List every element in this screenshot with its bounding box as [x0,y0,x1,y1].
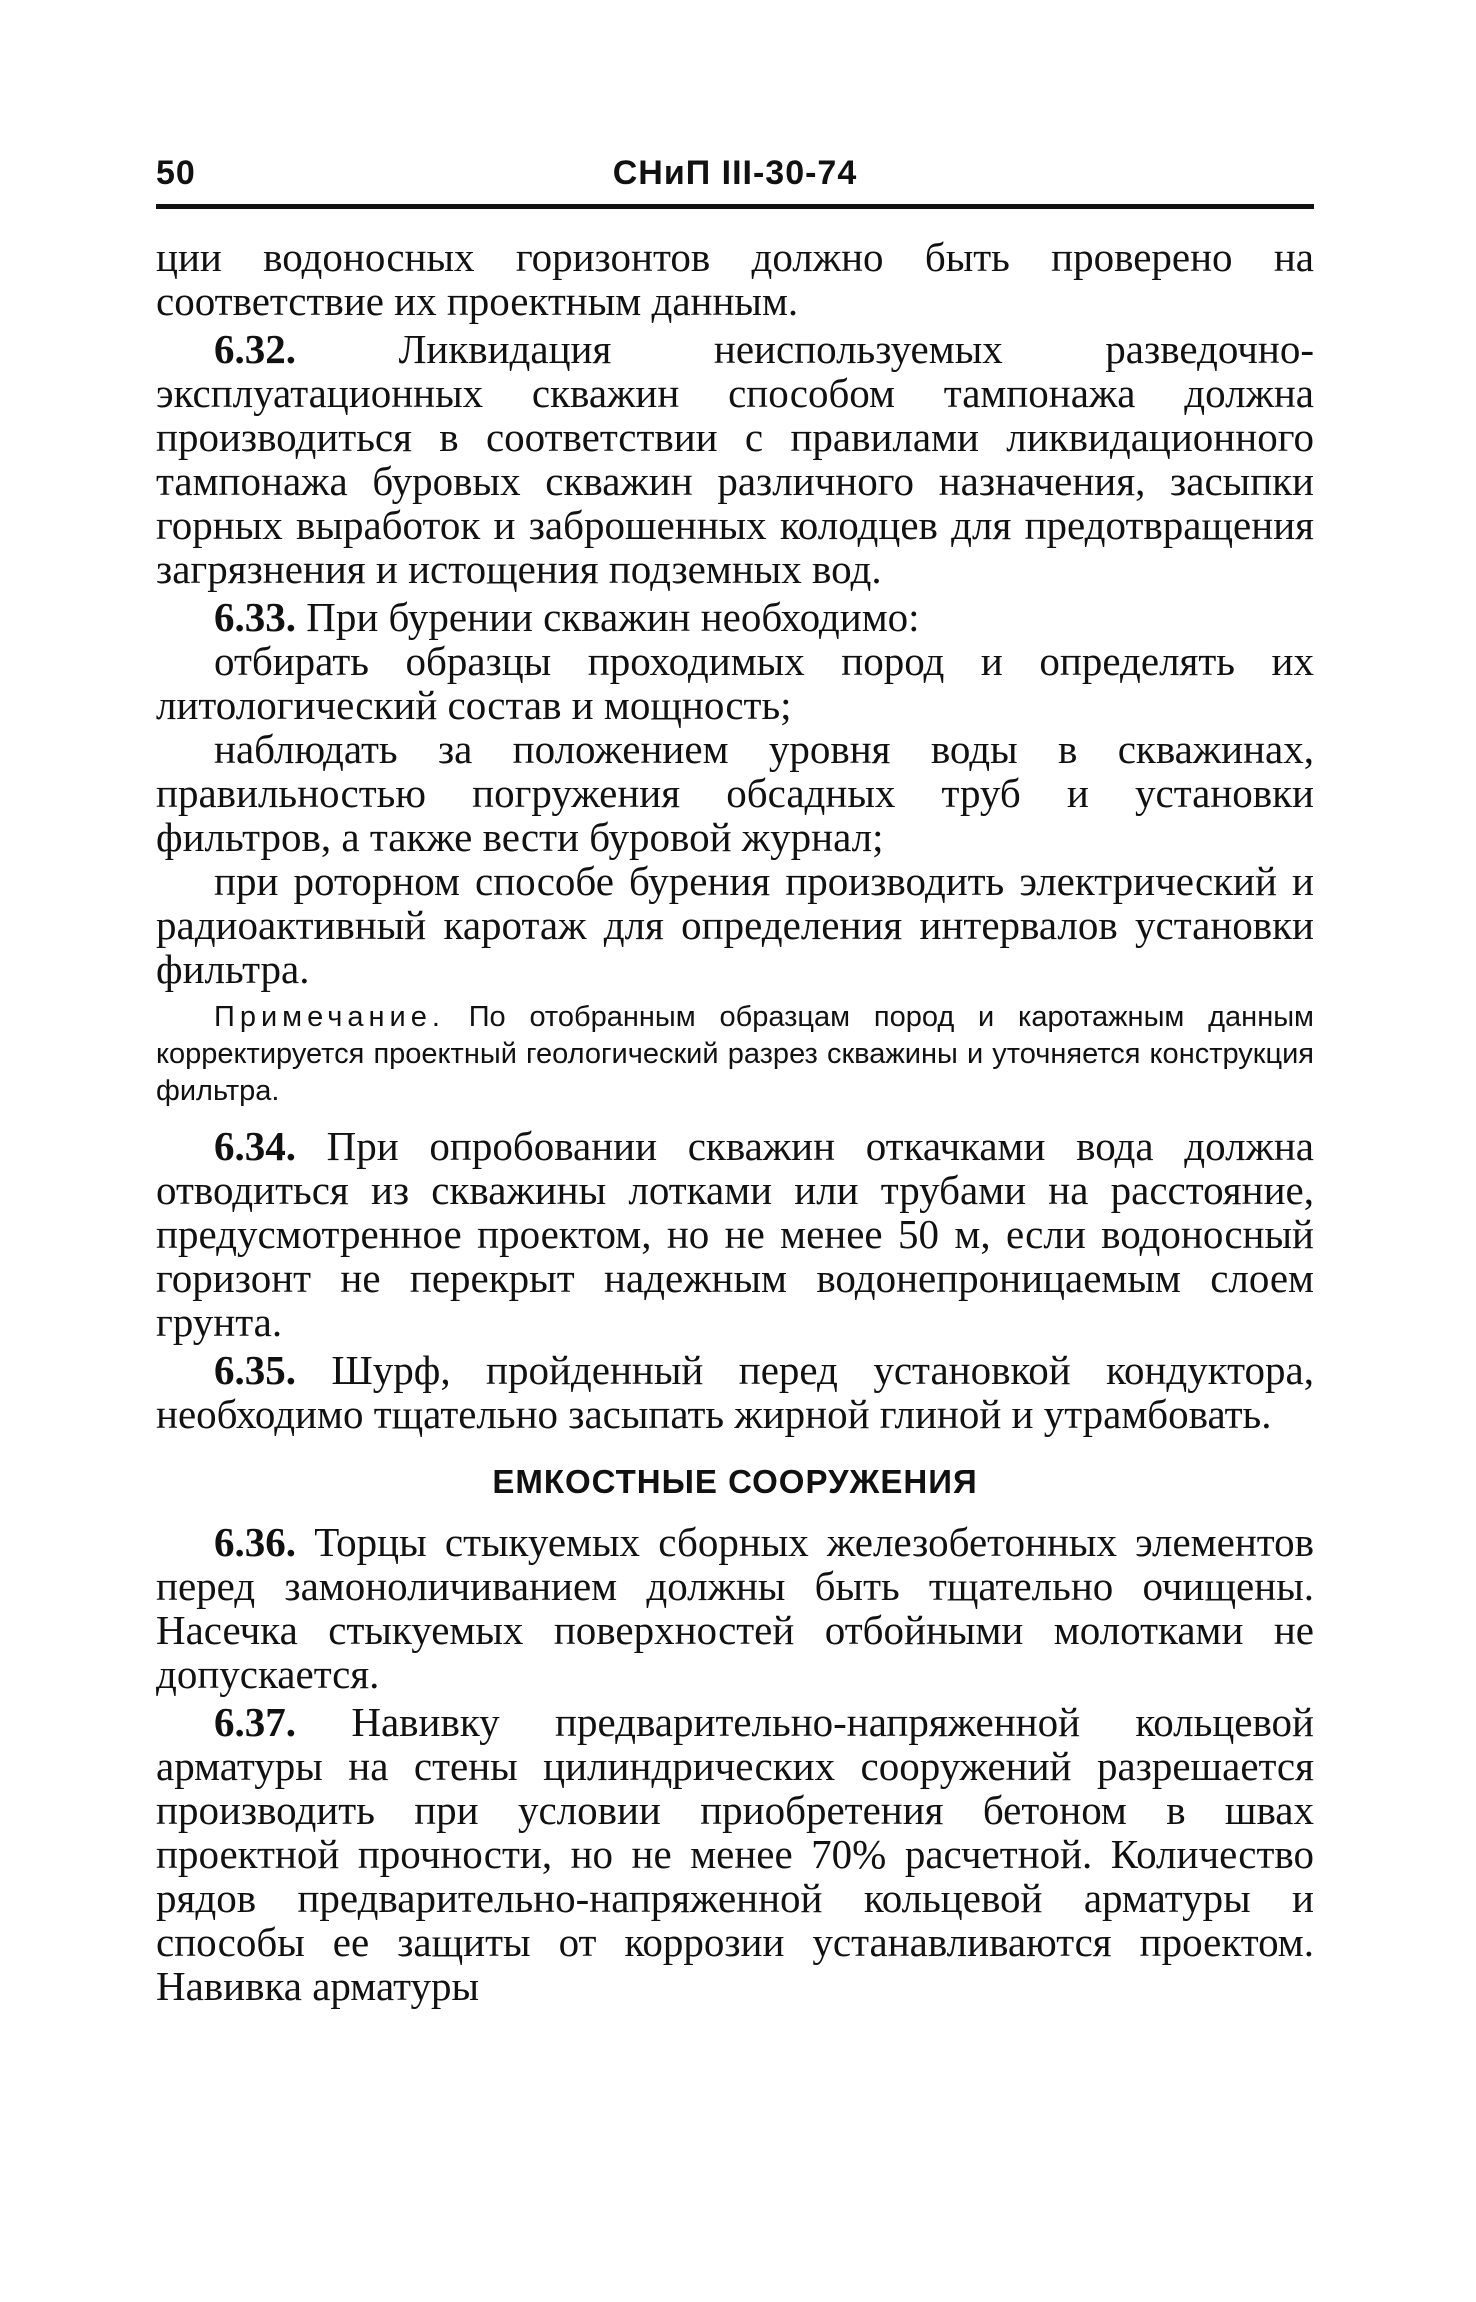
document-page [156,150,1314,2008]
paragraph-6-36 [156,1520,1314,1696]
note-text: По отобранным образцам пород и каротажным данным корректируется проектный геологический разрез скважины и уточняется конструкция фильтра. [156,1001,1314,1107]
paragraph-6-37 [156,1700,1314,2008]
page-number: 50 [156,154,196,192]
clause-number-6-35: 6.35. [214,1347,296,1393]
note-label: Примечание. [214,1001,445,1033]
page-header [156,150,1314,209]
list-item-observation: наблюдать за положением уровня воды в скважинах, правильностью погружения обсадных труб и установки фильтров, а также вести буровой журнал; [156,726,1314,860]
paragraph-text-6-35: Шурф, пройденный перед установкой кондуктора, необходимо тщательно засыпать жирной глиной и утрамбовать. [156,1347,1314,1437]
clause-number-6-33: 6.33. [214,594,296,640]
running-head: СНиП III-30-74 [612,154,858,192]
paragraph-6-34 [156,1124,1314,1344]
paragraph-text-6-32: Ликвидация неиспользуемых разведочно-эксплуатационных скважин способом тампонажа должна производиться в соответствии с правилами ликвидационного тампонажа буровых скважин различного назначения, засыпки горных выработок и заброшенных колодцев для предотвращения загрязнения и истощения подземных вод. [156,326,1314,592]
page-body [156,235,1314,2008]
paragraph-text-6-37: Навивку предварительно-напряженной кольцевой арматуры на стены цилиндрических сооружений разрешается производить при условии приобретения бетоном в швах проектной прочности, но не менее 70% расчетной. Количество рядов предварительно-напряженной кольцевой арматуры и способы ее защиты от коррозии устанавливаются проектом. Навивка арматуры [156,1699,1314,2009]
list-item-logging: при роторном способе бурения производить электрический и радиоактивный каротаж для определения интервалов установки фильтра. [156,858,1314,992]
paragraph-6-33 [156,595,1314,639]
clause-number-6-36: 6.36. [214,1519,296,1565]
clause-number-6-37: 6.37. [214,1699,296,1745]
paragraph-text-6-33: При бурении скважин необходимо: [296,594,920,640]
paragraph-continuation: ции водоносных горизонтов должно быть проверено на соответствие их проектным данным. [156,234,1314,324]
paragraph-6-32 [156,327,1314,591]
list-item-sampling: отбирать образцы проходимых пород и определять их литологический состав и мощность; [156,638,1314,728]
note-block [156,999,1314,1110]
clause-number-6-34: 6.34. [214,1123,296,1169]
paragraph-6-35 [156,1348,1314,1436]
paragraph-text-6-34: При опробовании скважин откачками вода должна отводиться из скважины лотками или трубами на расстояние, предусмотренное проектом, но не менее 50 м, если водоносный горизонт не перекрыт надежным водонепроницаемым слоем грунта. [156,1123,1314,1345]
paragraph-text-6-36: Торцы стыкуемых сборных железобетонных элементов перед замоноличиванием должны быть тщательно очищены. Насечка стыкуемых поверхностей отбойными молотками не допускается. [156,1519,1314,1697]
clause-number-6-32: 6.32. [214,326,296,372]
section-heading: ЕМКОСТНЫЕ СООРУЖЕНИЯ [492,1463,978,1500]
